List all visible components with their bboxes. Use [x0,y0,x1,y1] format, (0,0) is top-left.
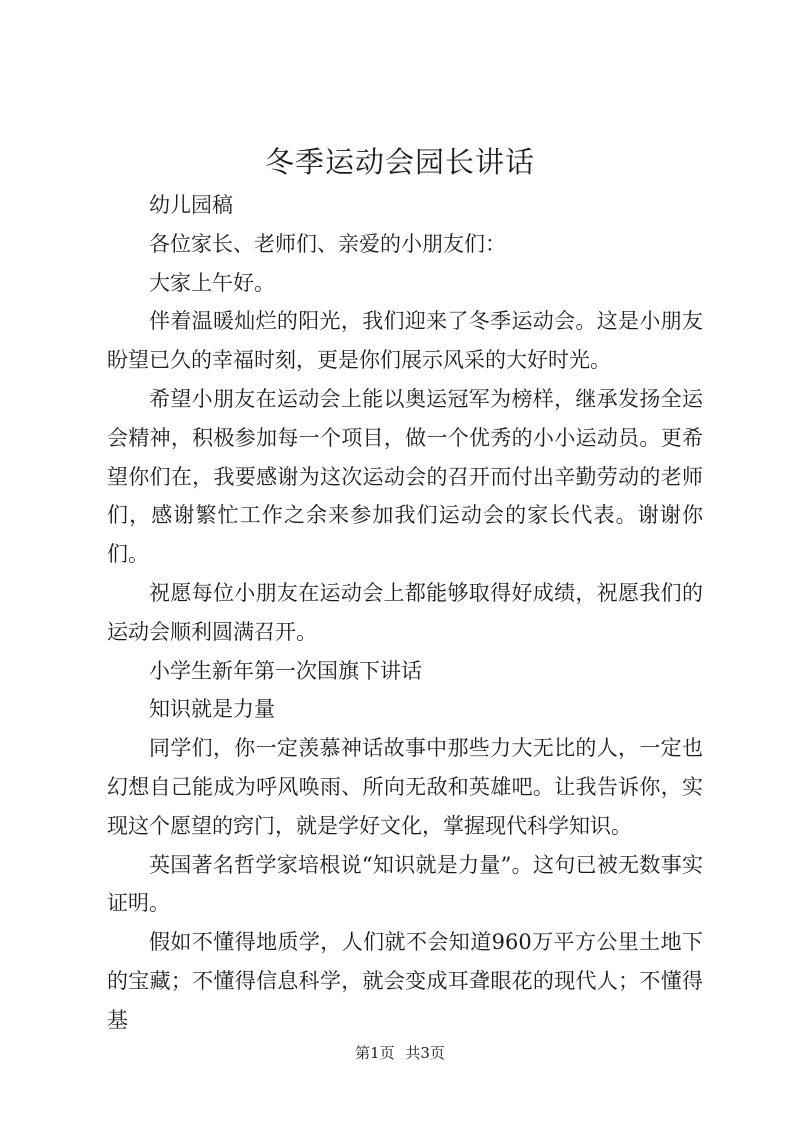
paragraph: 伴着温暖灿烂的阳光，我们迎来了冬季运动会。这是小朋友盼望已久的幸福时刻，更是你们展示风采的大好时光。 [107,309,703,373]
paragraph: 希望小朋友在运动会上能以奥运冠军为榜样，继承发扬全运会精神，积极参加每一个项目，做一个优秀的小小运动员。更希望你们在，我要感谢为这次运动会的召开而付出辛勤劳动的老师们，感谢繁忙工作之余来参加我们运动会的家长代表。谢谢你们。 [107,386,703,567]
page-title: 冬季运动会园长讲话 [264,145,535,179]
page-total: 共3页 [405,1044,445,1062]
paragraph: 各位家长、老师们、亲爱的小朋友们： [149,231,506,256]
page-footer [0,1043,800,1063]
paragraph: 祝愿每位小朋友在运动会上都能够取得好成绩，祝愿我们的运动会顺利圆满召开。 [107,580,703,644]
paragraph: 知识就是力量 [149,697,275,722]
page-number: 第1页 [355,1044,395,1062]
paragraph: 幼儿园稿 [149,193,233,217]
paragraph: 小学生新年第一次国旗下讲话 [149,658,422,683]
paragraph: 假如不懂得地质学，人们就不会知道960万平方公里土地下的宝藏；不懂得信息科学，就会变成耳聋眼花的现代人；不懂得基 [107,930,703,1032]
paragraph: 英国著名哲学家培根说“知识就是力量”。这句已被无数事实证明。 [107,852,703,916]
document-body [107,186,703,1040]
paragraph: 大家上午好。 [149,270,275,295]
paragraph: 同学们，你一定羡慕神话故事中那些力大无比的人，一定也幻想自己能成为呼风唤雨、所向无敌和英雄吧。让我告诉你，实现这个愿望的窍门，就是学好文化，掌握现代科学知识。 [107,736,703,838]
